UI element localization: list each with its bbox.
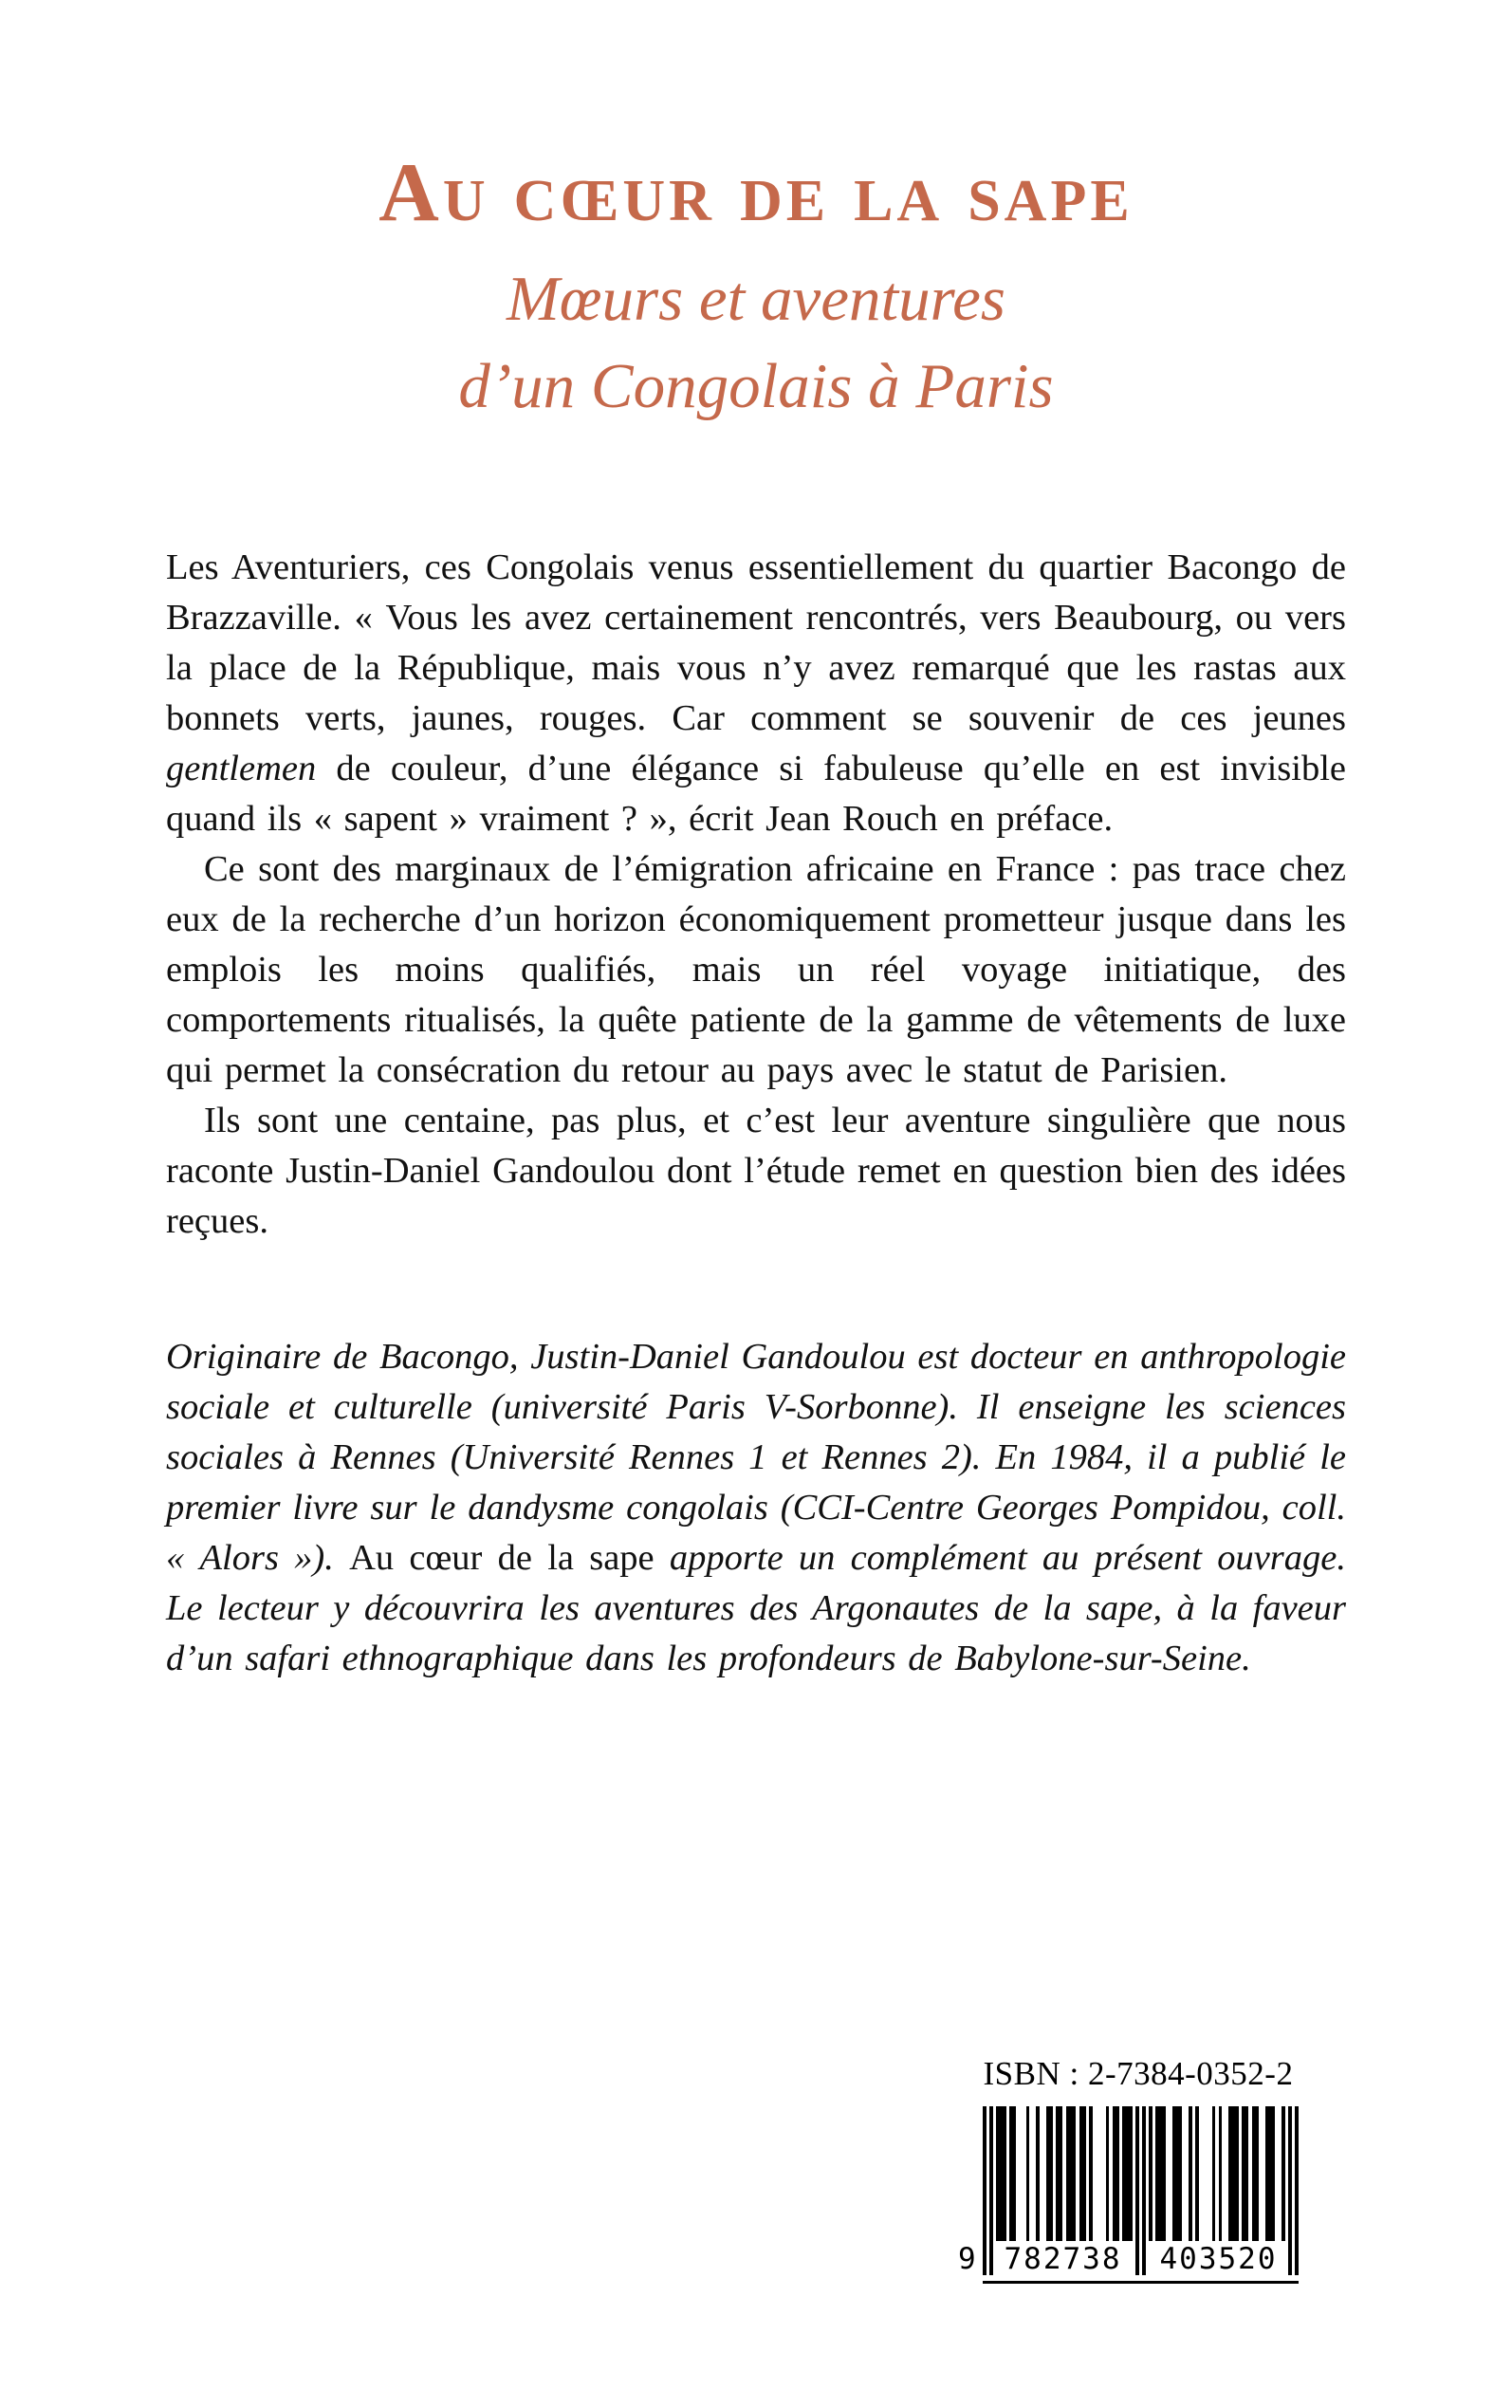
paragraph-text: de couleur, d’une élégance si fabuleuse qu’elle en est invisible quand ils « sapent » vraiment ? », écrit Jean Rouch en préface.	[166, 748, 1346, 839]
isbn-text: ISBN : 2-7384-0352-2	[983, 2055, 1294, 2092]
bio-text: Originaire de Bacongo, Justin-Daniel Gandoulou est docteur en anthropologie sociale et culturelle (université Paris V-Sorbonne). Il enseigne les sciences sociales à Rennes (Université Rennes 1 et Rennes 2). En 1984, il a publié le premier livre sur le dandysme congolais (CCI-Centre Georges Pompidou, coll. « Alors »).	[166, 1336, 1346, 1578]
book-title: Au cœur de la sape	[378, 147, 1134, 239]
barcode-digits-left-group: 782738	[1004, 2242, 1122, 2276]
subtitle-line-2: d’un Congolais à Paris	[458, 351, 1054, 422]
barcode-digits-right-group: 403520	[1159, 2242, 1278, 2276]
emphasized-word: gentlemen	[166, 748, 317, 788]
blurb-paragraph-3: Ils sont une centaine, pas plus, et c’est leur aventure singulière que nous raconte Justin-Daniel Gandoulou dont l’étude remet en question bien des idées reçues.	[166, 1100, 1346, 1241]
ean13-barcode	[958, 2106, 1318, 2288]
isbn-block	[958, 2055, 1318, 2288]
back-cover-blurb	[166, 543, 1346, 1684]
barcode-baseline	[983, 2281, 1299, 2284]
title-block	[0, 0, 1512, 431]
bio-text: apporte un complément au présent ouvrage. Le lecteur y découvrira les aventures des Argonautes de la sape, à la faveur d’un safari ethnographique dans les profondeurs de Babylone-sur-Seine.	[166, 1537, 1347, 1678]
book-subtitle	[0, 255, 1512, 431]
blurb-paragraph-2: Ce sont des marginaux de l’émigration africaine en France : pas trace chez eux de la recherche d’un horizon économiquement prometteur jusque dans les emplois les moins qualifiés, mais un réel voyage initiatique, des comportements ritualisés, la quête patiente de la gamme de vêtements de luxe qui permet la consécration du retour au pays avec le statut de Parisien.	[166, 848, 1346, 1090]
blurb-paragraph-1	[166, 543, 1346, 844]
author-bio	[166, 1332, 1346, 1684]
subtitle-line-1: Mœurs et aventures	[507, 263, 1005, 334]
book-title-mention: Au cœur de la sape	[349, 1537, 655, 1578]
barcode-module	[1295, 2106, 1299, 2275]
paragraph-text: Les Aventuriers, ces Congolais venus essentiellement du quartier Bacongo de Brazzaville. « Vous les avez certainement rencontrés, vers Beaubourg, ou vers la place de la République, mais vous n’y avez remarqué que les rastas aux bonnets verts, jaunes, rouges. Car comment se souvenir de ces jeunes	[166, 546, 1346, 738]
barcode-digit-first: 9	[958, 2242, 976, 2276]
